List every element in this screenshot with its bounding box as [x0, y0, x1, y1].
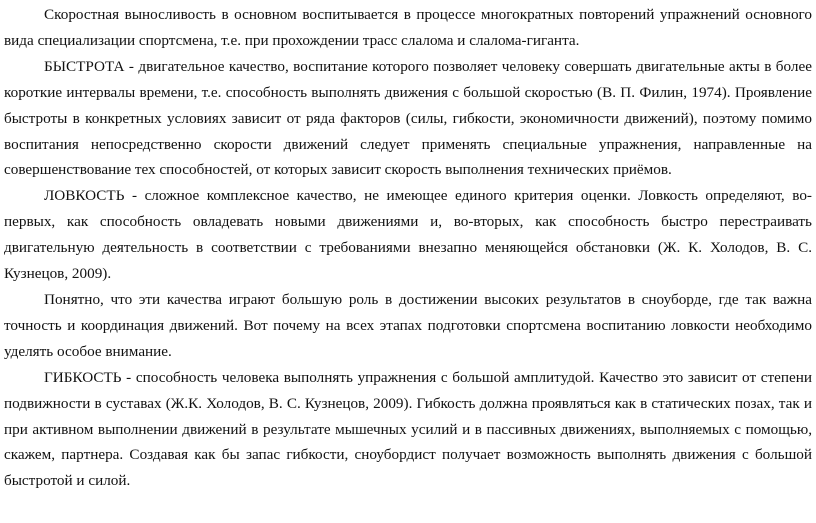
paragraph-flexibility: ГИБКОСТЬ - способность человека выполнять упражнения с большой амплитудой. Качество это зависит от степени подвижности в суставах (Ж.К. Холодов, В. С. Кузнецов, 2009). Гибкость должна проявляться как в статических позах, так и при активном выполнении движений в результате мышечных усилий и в пассивных движениях, выполняемых с помощью, скажем, партнера. Создавая как бы запас гибкости, сноубордист получает возможность выполнять движения с большой быстротой и силой. [4, 368, 812, 490]
paragraph-speed-endurance: Скоростная выносливость в основном воспитывается в процессе многократных повторений упражнений основного вида специализации спортсмена, т.е. при прохождении трасс слалома и слалома-гиганта. [4, 6, 812, 49]
paragraph-coordination: Понятно, что эти качества играют большую роль в достижении высоких результатов в сноуборде, где так важна точность и координация движений. Вот почему на всех этапах подготовки спортсмена воспитанию ловкости необходимо уделять особое внимание. [4, 290, 812, 360]
paragraph-agility: ЛОВКОСТЬ - сложное комплексное качество, не имеющее единого критерия оценки. Ловкость определяют, во-первых, как способность овладевать новыми движениями и, во-вторых, как способность быстро перестраивать двигательную деятельность в соответствии с требованиями внезапно меняющейся обстановки (Ж. К. Холодов, В. С. Кузнецов, 2009). [4, 187, 812, 283]
paragraph-speed: БЫСТРОТА - двигательное качество, воспитание которого позволяет человеку совершать двигательные акты в более короткие интервалы времени, т.е. способность выполнять движения с большой скоростью (В. П. Филин, 1974). Проявление быстроты в конкретных условиях зависит от ряда факторов (силы, гибкости, экономичности движений), поэтому помимо воспитания непосредственно скорости движений следует применять специальные упражнения, направленные на совершенствование тех способностей, от которых зависит скорость выполнения технических приёмов. [4, 57, 812, 179]
